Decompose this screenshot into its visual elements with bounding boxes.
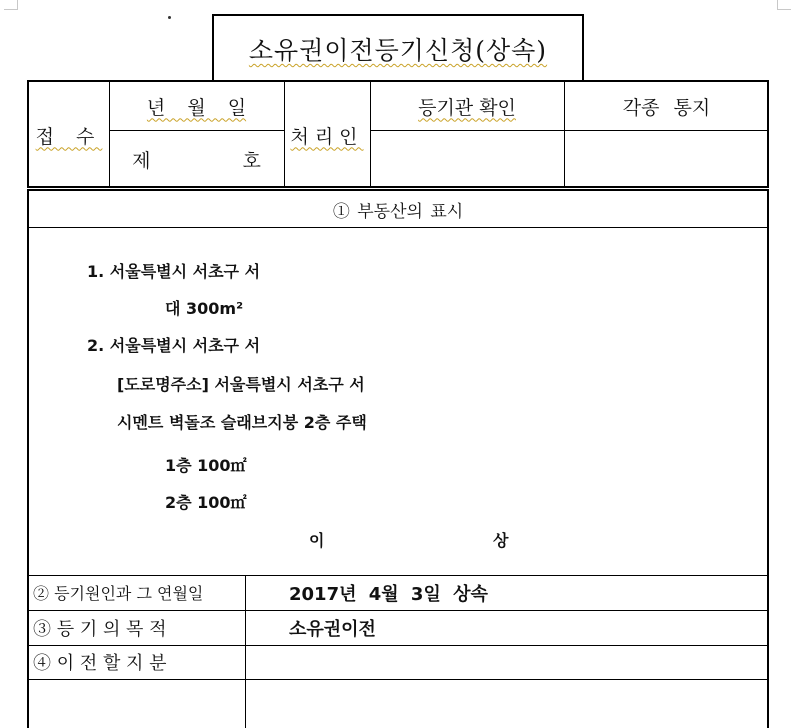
registration-purpose-label: ③ 등 기 의 목 적	[33, 618, 167, 640]
number-label: 제 호	[132, 149, 261, 172]
registry-check-field[interactable]	[371, 131, 564, 188]
registration-purpose-value[interactable]: 소유권이전	[289, 618, 376, 640]
notice-label: 각종 통지	[622, 96, 711, 119]
notice-field[interactable]	[565, 131, 769, 188]
end-mark-i: 이	[309, 531, 325, 550]
registry-check-label: 등기관 확인	[418, 96, 516, 119]
date-label: 년 월 일	[146, 96, 247, 119]
registration-cause-value[interactable]: 2017년 4월 3일 상속	[289, 583, 488, 605]
property-item-1: 1. 서울특별시 서초구 서	[87, 262, 261, 281]
dot-mark	[168, 16, 171, 19]
property-section	[27, 189, 769, 728]
property-item-2-floor-1: 1층 100㎡	[165, 456, 247, 475]
form-title: 소유권이전등기신청(상속)	[248, 36, 548, 65]
property-item-2: 2. 서울특별시 서초구 서	[87, 336, 261, 355]
corner-mark-top-right	[777, 0, 791, 10]
property-item-1-land: 대 300m²	[165, 299, 244, 318]
property-item-2-floor-2: 2층 100㎡	[165, 493, 247, 512]
property-section-title: ① 부동산의 표시	[332, 201, 464, 222]
end-mark-sang: 상	[493, 531, 509, 550]
property-item-2-road-address: [도로명주소] 서울특별시 서초구 서	[117, 375, 365, 394]
corner-mark-top-left	[4, 0, 18, 10]
reception-grid	[27, 80, 769, 188]
property-item-2-structure: 시멘트 벽돌조 슬래브지붕 2층 주택	[117, 413, 367, 432]
form-title-box	[212, 14, 584, 82]
registration-cause-label: ② 등기원인과 그 연월일	[33, 584, 204, 603]
transfer-share-label: ④ 이 전 할 지 분	[33, 653, 167, 674]
reception-label: 접 수	[35, 125, 103, 148]
processor-label: 처리인	[290, 125, 364, 148]
